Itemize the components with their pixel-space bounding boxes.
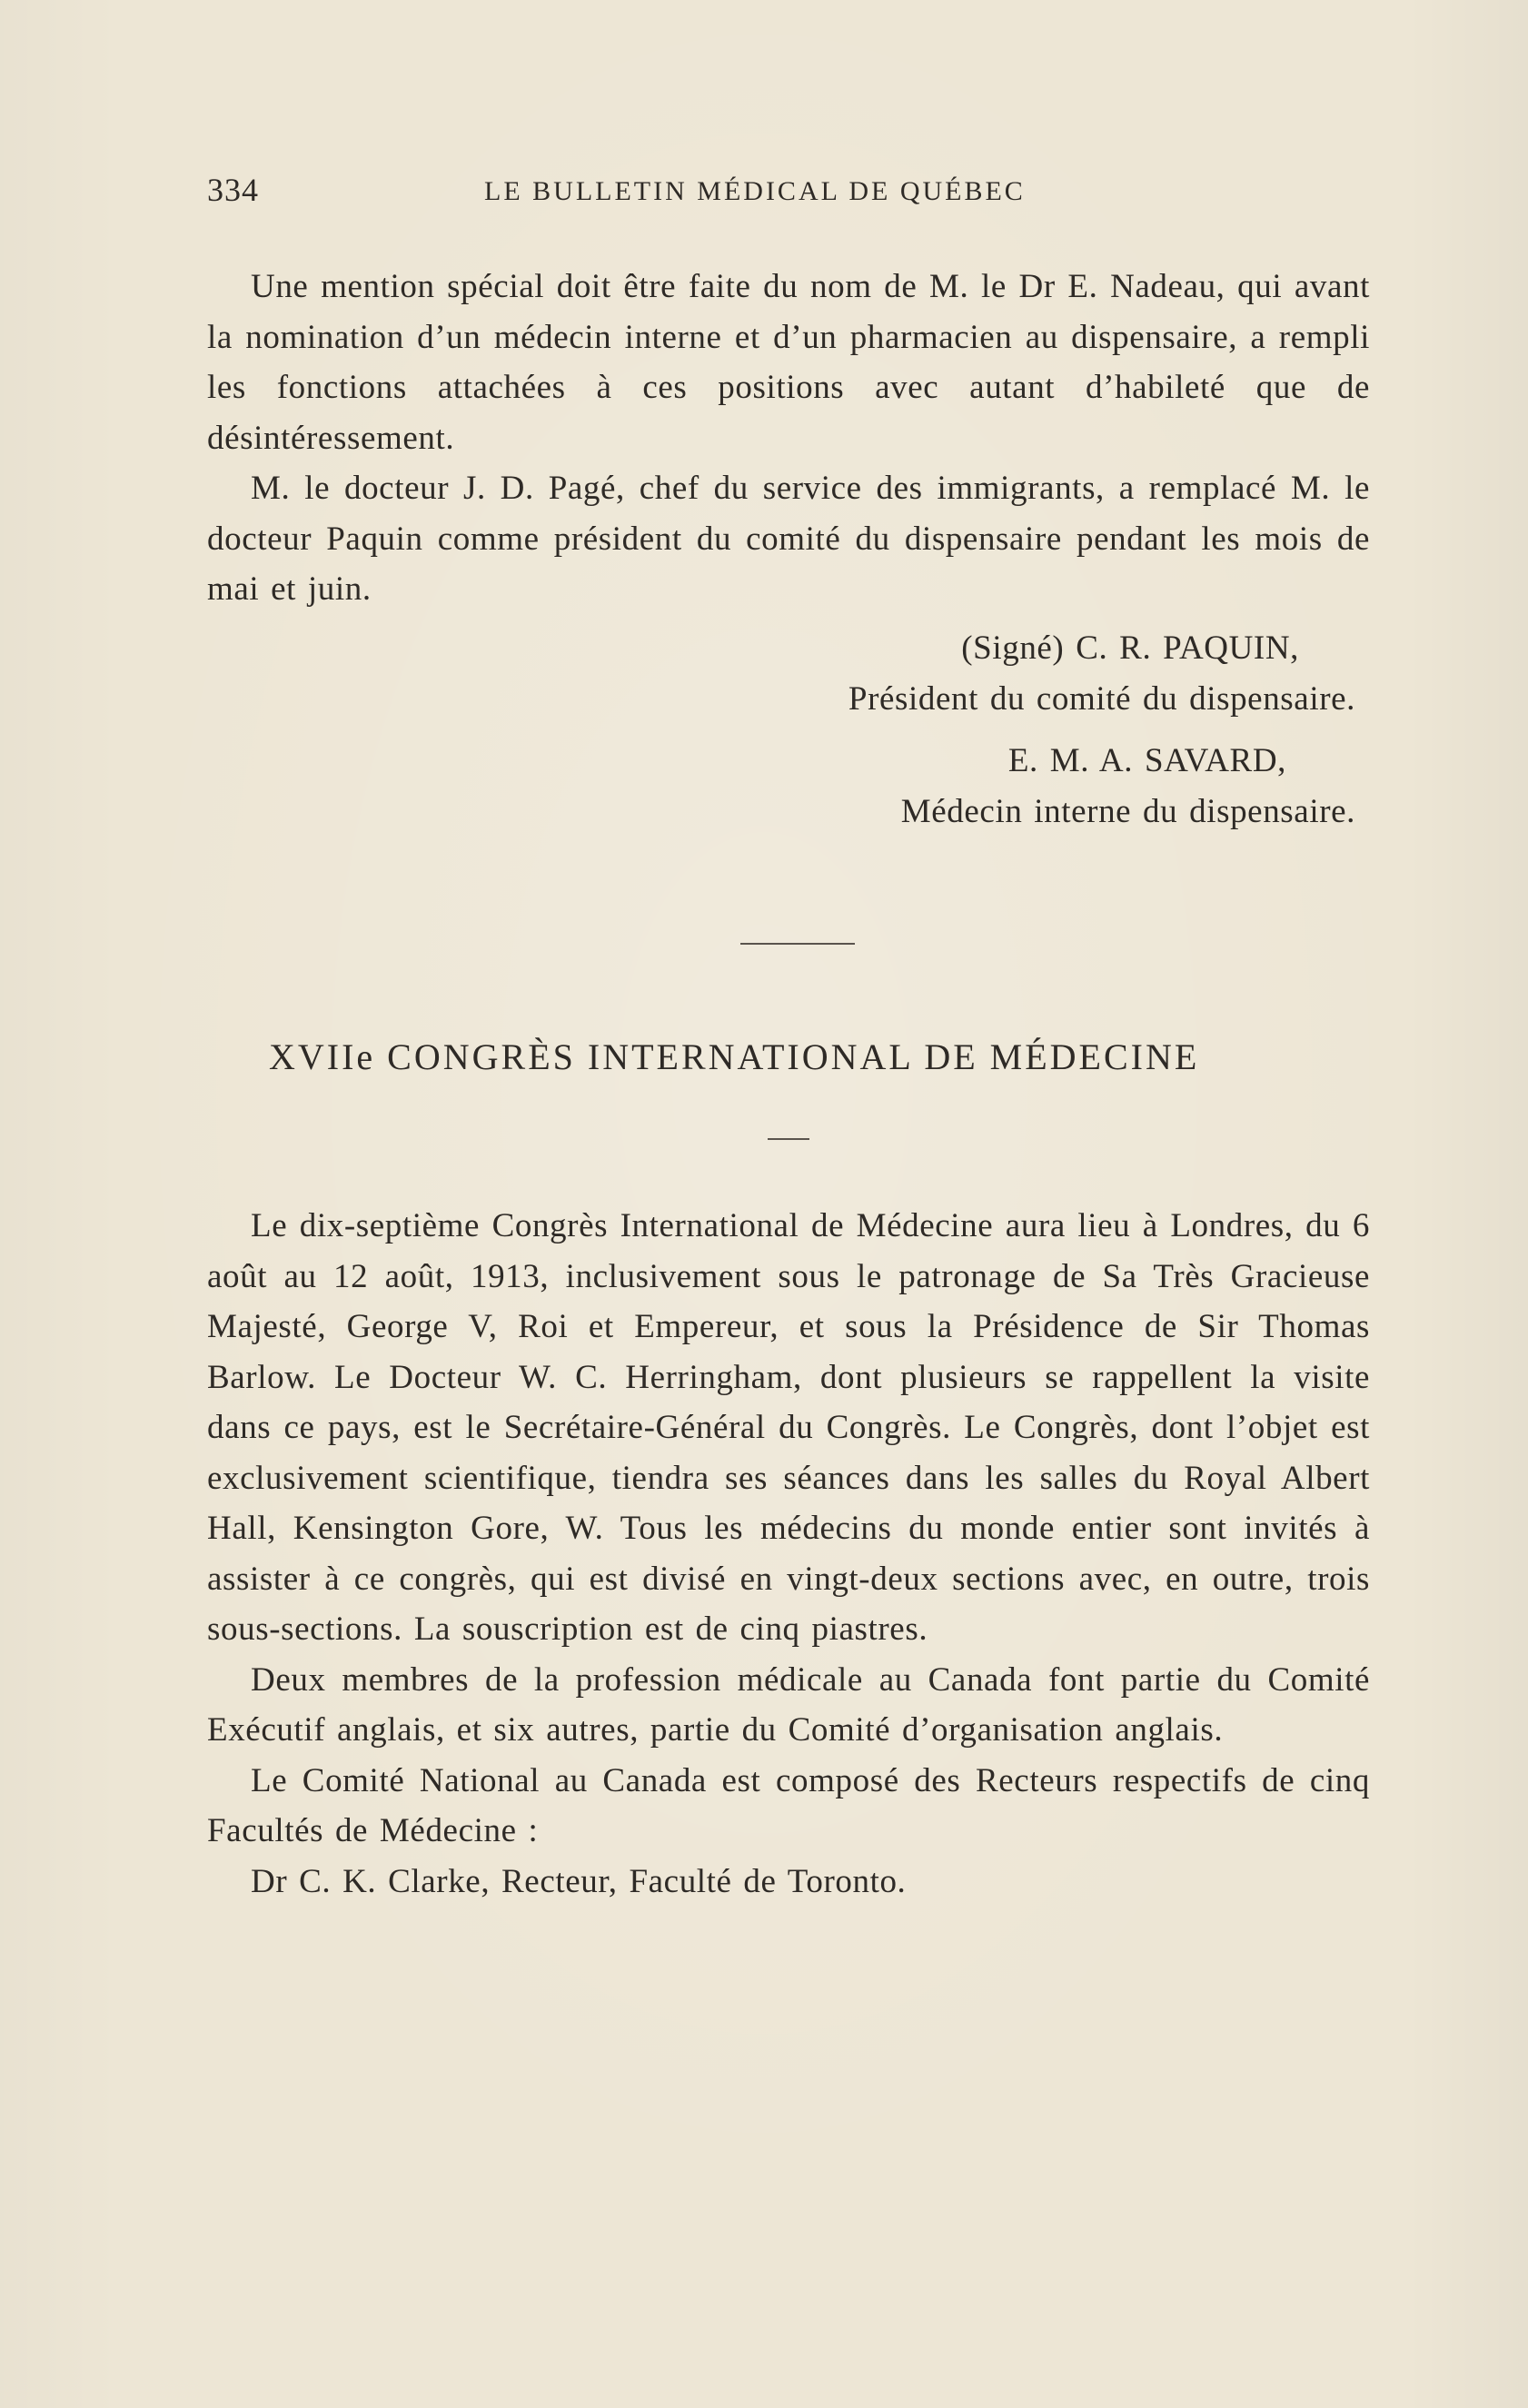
section-title-congress: XVIIe CONGRÈS INTERNATIONAL DE MÉDECINE (269, 1036, 1200, 1077)
title-divider-rule (768, 1138, 809, 1140)
paragraph-canadian-members: Deux membres de la profession médicale au Canada font partie du Comité Exécutif anglais, et six autres, partie du Comité d’organisation anglais. (207, 1660, 1370, 1749)
running-title: LE BULLETIN MÉDICAL DE QUÉBEC (484, 176, 1026, 206)
signature-paquin-title: Président du comité du dispensaire. (848, 680, 1355, 718)
signature-savard-title: Médecin interne du dispensaire. (900, 793, 1355, 830)
signature-block (207, 623, 1370, 841)
page-header (207, 171, 1097, 216)
section-divider-rule (740, 943, 855, 945)
paragraph-national-committee: Le Comité National au Canada est composé des Recteurs respectifs de cinq Facultés de Médecine : (207, 1761, 1370, 1849)
paragraph-dr-page: M. le docteur J. D. Pagé, chef du service des immigrants, a remplacé M. le docteur Paquin comme président du comité du dispensaire pendant les mois de mai et juin. (207, 470, 1370, 608)
paragraph-congress-announcement: Le dix-septième Congrès International de Médecine aura lieu à Londres, du 6 août au 12 août, 1913, inclusivement sous le patronage de Sa Très Gracieuse Majesté, George V, Roi et Empereur, et sous la Présidence de Sir Thomas Barlow. Le Docteur W. C. Herringham, dont plusieurs se rappellent la visite dans ce pays, est le Secrétaire-Général du Congrès. Le Congrès, dont l’objet est exclusivement scientifique, tiendra ses séances dans les salles du Royal Albert Hall, Kensington Gore, W. Tous les médecins du monde entier sont invités à assister à ce congrès, qui est divisé en vingt-deux sections avec, en outre, trois sous-sections. La souscription est de cinq piastres. (207, 1207, 1370, 1648)
page-number: 334 (207, 172, 259, 208)
paragraph-special-mention: Une mention spécial doit être faite du nom de M. le Dr E. Nadeau, qui avant la nomination d’un médecin interne et d’un pharmacien au dispensaire, a rempli les fonctions attachées à ces positions avec autant d’habileté que de désintéressement. (207, 268, 1370, 457)
section-congress-body (207, 1201, 1370, 2073)
section-dispensary-report (207, 262, 1370, 616)
signature-paquin: (Signé) C. R. PAQUIN, (961, 629, 1299, 667)
signature-savard: E. M. A. SAVARD, (1007, 742, 1286, 779)
paragraph-dr-clarke: Dr C. K. Clarke, Recteur, Faculté de Toronto. (251, 1862, 907, 1900)
